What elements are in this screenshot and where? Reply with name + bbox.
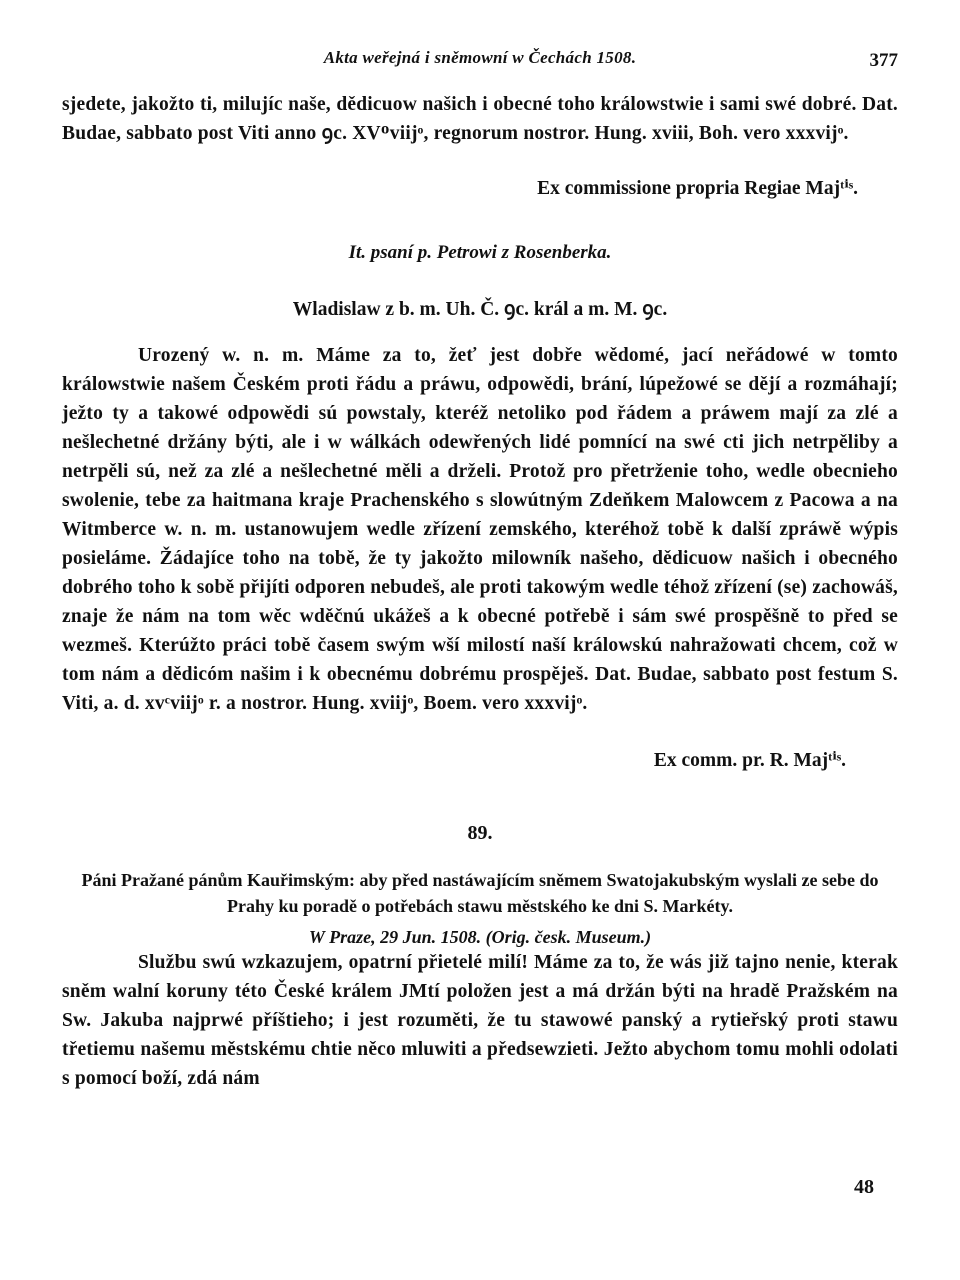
page-number: 377 bbox=[869, 50, 898, 71]
letter-body: Urozený w. n. m. Máme za to, žeť jest dobře wědomé, jací neřádowé w tomto králowstwie našem Českém proti řádu a práwu, odpowědi, brání, lúpežowé se dějí a rozmáhají; ježto ty a takowé odpowědi sú powstaly, kteréž netoliko pod řádem a práwem mají za zlé a nešlechetné držány býti, ale i w wálkách odewřených lidé pomnící na swé cti jich netrpěliby a netrpěli sú, než za zlé a nešlechetné měli a drželi. Protož pro přetrženie toho, wedle obecnieho swolenie, tebe za haitmana kraje Prachenského s slowútným Zdeňkem Malowcem z Pacowa a na Witmberce w. n. m. ustanowujem wedle zřízení zemského, kteréhož tobě k další zpráwě wýpis posieláme. Žádajíce toho na tobě, že ty jakožto milowník našeho, dědicuow našich i obecného dobrého toho k sobě přijíti odporen nebudeš, ale proti takowým wedle téhož zřízení (se) zachowáš, znaje že nám na tom wěc wděčnú ukážeš a k obecné potřebě i sám swé prospěšně to před se wezmeš. Kterúžto práci tobě časem swým wší milostí naší králowskú nahražowati chcem, což w tom nám a dědicóm našim i k obecnému dobrému prospěješ. Dat. Budae, sabbato post festum S. Viti, a. d. xvᶜviijᵒ r. a nostror. Hung. xviijᵒ, Boem. vero xxxvijᵒ. bbox=[62, 344, 898, 714]
letter-signature: Ex comm. pr. R. Majᵗⁱˢ. bbox=[653, 749, 846, 771]
document-body: Službu swú wzkazujem, opatrní přietelé milí! Máme za to, že wás již tajno nenie, kterak sněm walní koruny této České králem JMtí položen jest a má držán býti na hradě Pražském na Sw. Jakuba najprwé příštieho; i jest rozuměti, že tu stawowé panský a rytieřský proti stawu třetiemu našemu městskému chtie něco mluwiti a předsewzieti. Ježto abychom tomu mohli odolati s pomocí boží, zdá nám bbox=[62, 951, 898, 1089]
letter-salutation: Wladislaw z b. m. Uh. Č. ꝯc. král a m. M. ꝯc. bbox=[292, 299, 668, 320]
prev-letter-text: sjedete, jakožto ti, milujíc naše, dědicuow našich i obecné toho králowstwie i sami swé dobré. Dat. Budae, sabbato post Viti anno ꝯc. XVᴼviijᵒ, regnorum nostror. Hung. xviii, Boh. vero xxxvijᵒ. bbox=[62, 94, 898, 144]
page bbox=[62, 38, 898, 1093]
letter-heading: It. psaní p. Petrowi z Rosenberka. bbox=[348, 242, 612, 263]
document-number: 89. bbox=[467, 821, 493, 844]
signature-mark: 48 bbox=[854, 1176, 874, 1198]
running-head-title: Akta weřejná i sněmowní w Čechách 1508. bbox=[323, 48, 637, 67]
prev-letter-signature: Ex commissione propria Regiae Majᵗⁱˢ. bbox=[537, 178, 858, 199]
document-place: W Praze, 29 Jun. 1508. (Orig. česk. Museum.) bbox=[308, 926, 652, 947]
document-heading: Páni Pražané pánům Kauřimským: aby před nastáwajícím sněmem Swatojakubským wyslali ze sebe do Prahy ku poradě o potřebách stawu městského ke dni S. Markéty. bbox=[81, 869, 879, 916]
running-head bbox=[62, 38, 898, 74]
